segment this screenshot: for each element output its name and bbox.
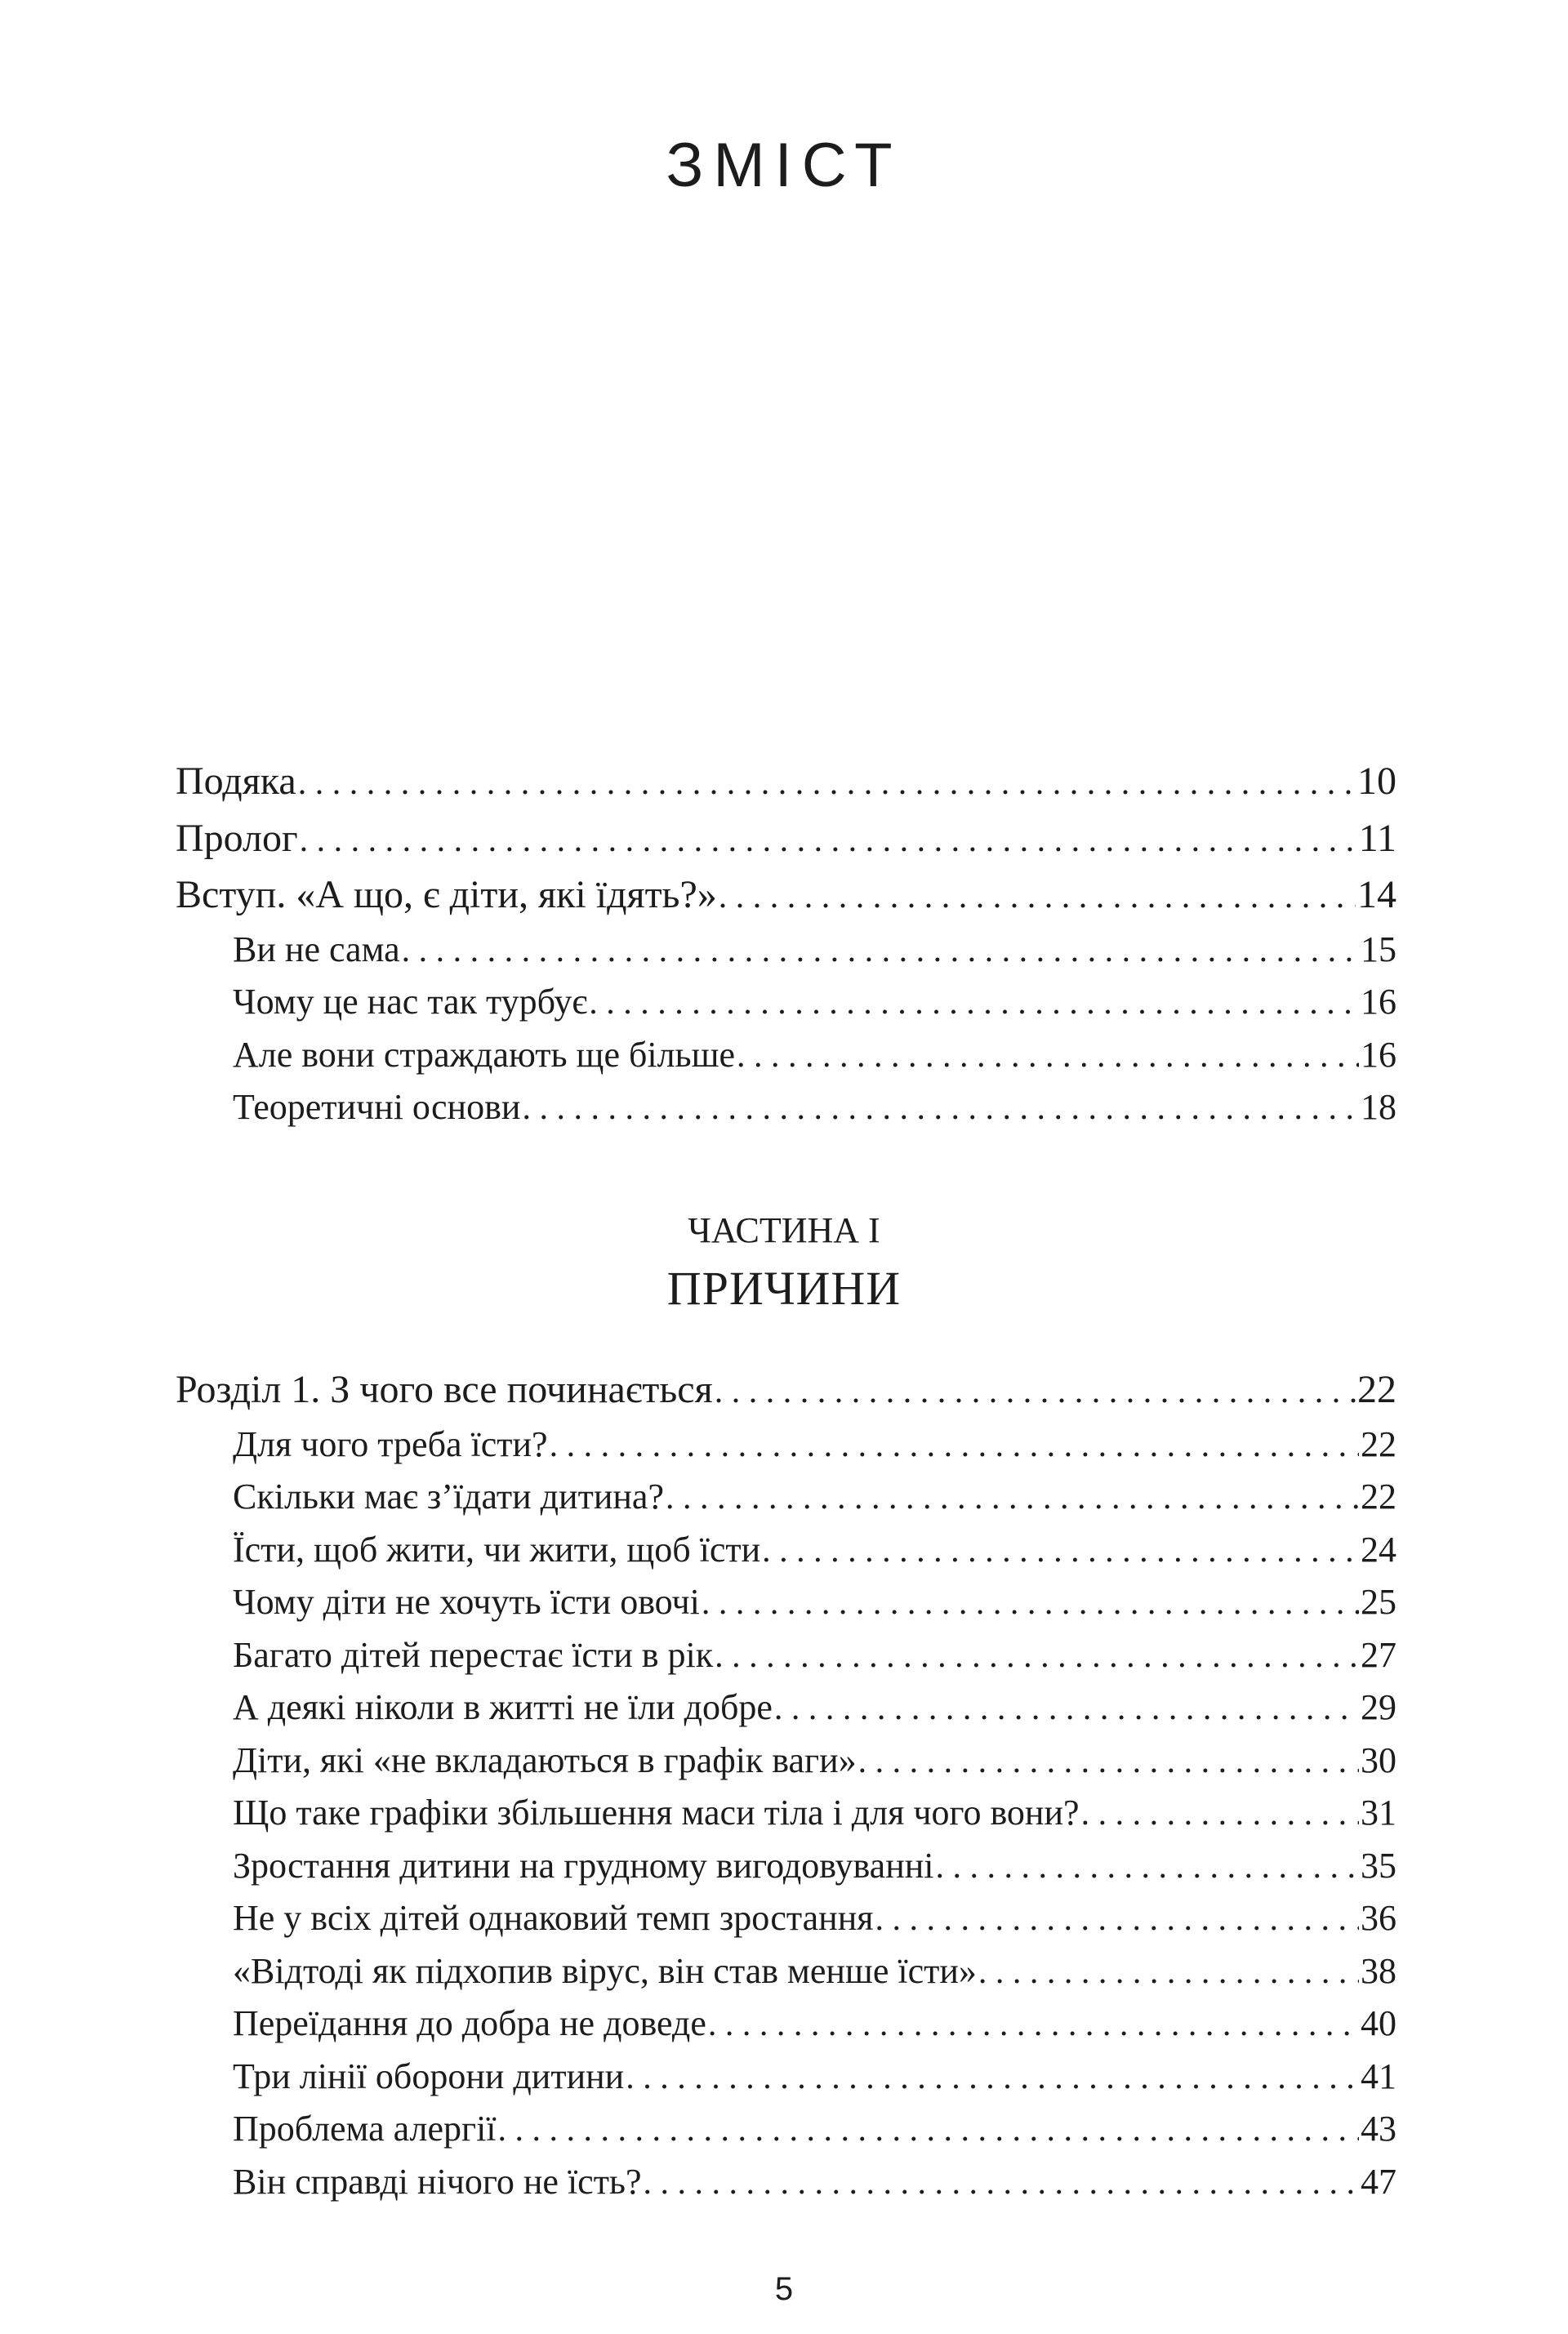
dot-leader <box>298 755 1356 813</box>
toc-subentry <box>176 2156 1396 2209</box>
dot-leader <box>762 1525 1359 1578</box>
dot-leader <box>666 1472 1359 1525</box>
toc-entry-title: Переїдання до добра не доведе <box>233 2003 706 2043</box>
toc-subentry <box>176 1629 1396 1682</box>
toc-entry-page: 25 <box>1361 1582 1396 1622</box>
toc-entry-title: Що таке графіки збільшення маси тіла і для чого вони? <box>233 1793 1080 1833</box>
dot-leader <box>644 2157 1359 2210</box>
toc-entry-page: 11 <box>1358 816 1396 860</box>
toc-entry-title: Чому діти не хочуть їсти овочі <box>233 1582 700 1622</box>
toc-entry-title: Багато дітей перестає їсти в рік <box>233 1634 714 1675</box>
toc-subentry <box>176 1892 1396 1945</box>
toc-entry-page: 27 <box>1361 1634 1396 1675</box>
dot-leader <box>936 1841 1359 1894</box>
dot-leader <box>550 1419 1359 1472</box>
toc-entry-page: 40 <box>1361 2003 1396 2043</box>
toc-entry <box>176 866 1396 924</box>
toc-entry-page: 22 <box>1361 1423 1396 1464</box>
toc-entry-title: Ви не сама <box>233 929 400 969</box>
dot-leader <box>737 1030 1359 1083</box>
toc-entry-page: 41 <box>1361 2056 1396 2096</box>
toc-subentry <box>176 1681 1396 1735</box>
toc-entry-page: 18 <box>1361 1087 1396 1127</box>
toc-entry-title: Для чого треба їсти? <box>233 1423 548 1464</box>
toc-entry-page: 30 <box>1361 1739 1396 1780</box>
toc-subentry <box>176 1576 1396 1629</box>
toc-entry-page: 43 <box>1361 2109 1396 2149</box>
toc-subentry <box>176 1945 1396 1998</box>
dot-leader <box>708 1998 1359 2051</box>
toc-entry-page: 35 <box>1361 1845 1396 1886</box>
toc-subentry <box>176 976 1396 1029</box>
toc-entry-title: Чому це нас так турбує <box>233 982 588 1022</box>
part-label: ЧАСТИНА І <box>688 1210 880 1250</box>
toc-subentry <box>176 1471 1396 1524</box>
part-name: ПРИЧИНИ <box>666 1262 902 1315</box>
page-title: ЗМІСТ <box>666 131 902 200</box>
toc-subentry <box>176 1998 1396 2051</box>
toc-entry-page: 29 <box>1361 1687 1396 1727</box>
dot-leader <box>498 2104 1359 2157</box>
dot-leader <box>300 813 1357 870</box>
dot-leader <box>774 1682 1359 1735</box>
toc-entry-page: 31 <box>1361 1793 1396 1833</box>
toc-subentry <box>176 2051 1396 2104</box>
toc-entry-title: Теоретичні основи <box>233 1087 521 1127</box>
toc-entry-page: 38 <box>1361 1950 1396 1991</box>
dot-leader <box>715 1630 1359 1683</box>
toc-entry-title: Скільки має з’їдати дитина? <box>233 1477 664 1517</box>
toc-entry-page: 24 <box>1361 1529 1396 1570</box>
toc-subentry <box>176 1029 1396 1082</box>
toc-subentry <box>176 1735 1396 1788</box>
dot-leader <box>719 869 1356 926</box>
toc-entry-page: 14 <box>1357 873 1396 916</box>
toc-entry-title: Зростання дитини на грудному вигодовуванні <box>233 1845 934 1886</box>
toc-entry-page: 22 <box>1361 1477 1396 1517</box>
toc-entry-title: Пролог <box>176 816 298 860</box>
toc-entry-title: Вступ. «А що, є діти, які їдять?» <box>176 873 717 916</box>
dot-leader <box>702 1577 1359 1630</box>
toc-entry-page: 22 <box>1357 1368 1396 1411</box>
toc-entry-title: А деякі ніколи в житті не їли добре <box>233 1687 773 1727</box>
toc-entry-title: Розділ 1. З чого все починається <box>176 1368 713 1411</box>
dot-leader <box>626 2051 1359 2105</box>
toc-subentry <box>176 1840 1396 1893</box>
dot-leader <box>715 1364 1356 1421</box>
toc-chapter-section <box>176 1361 1396 2208</box>
toc-subentry <box>176 1524 1396 1577</box>
toc-entry-page: 15 <box>1361 929 1396 969</box>
toc-entry-page: 36 <box>1361 1898 1396 1938</box>
toc-subentry <box>176 2103 1396 2156</box>
dot-leader <box>402 924 1359 978</box>
toc-entry-title: Діти, які «не вкладаються в графік ваги» <box>233 1739 857 1780</box>
toc-entry-page: 16 <box>1361 1034 1396 1075</box>
toc-entry-title: Подяка <box>176 759 296 803</box>
dot-leader <box>875 1893 1359 1946</box>
toc-entry-title: Не у всіх дітей однаковий темп зростання <box>233 1898 874 1938</box>
dot-leader <box>1081 1788 1359 1841</box>
toc-subentry <box>176 1419 1396 1472</box>
toc-entry-page: 47 <box>1361 2161 1396 2202</box>
toc-entry-title: «Відтоді як підхопив вірус, він став менше їсти» <box>233 1950 977 1991</box>
toc-subentry <box>176 924 1396 977</box>
toc-subentry <box>176 1081 1396 1134</box>
page-number: 5 <box>774 2271 794 2307</box>
toc-entry-title: Три лінії оборони дитини <box>233 2056 625 2096</box>
toc-entry-page: 16 <box>1361 982 1396 1022</box>
dot-leader <box>858 1735 1359 1788</box>
toc-entry-title: Їсти, щоб жити, чи жити, щоб їсти <box>233 1529 761 1570</box>
dot-leader <box>589 977 1359 1030</box>
toc-entry <box>176 753 1396 810</box>
toc-entry-page: 10 <box>1357 759 1396 803</box>
toc-entry <box>176 810 1396 867</box>
dot-leader <box>522 1082 1359 1135</box>
toc-entry-title: Він справді нічого не їсть? <box>233 2161 642 2202</box>
dot-leader <box>978 1946 1359 1999</box>
toc-entry <box>176 1361 1396 1419</box>
toc-subentry <box>176 1787 1396 1840</box>
toc-entry-title: Але вони страждають ще більше <box>233 1034 736 1075</box>
toc-intro-section <box>176 753 1396 1134</box>
toc-entry-title: Проблема алергії <box>233 2109 497 2149</box>
